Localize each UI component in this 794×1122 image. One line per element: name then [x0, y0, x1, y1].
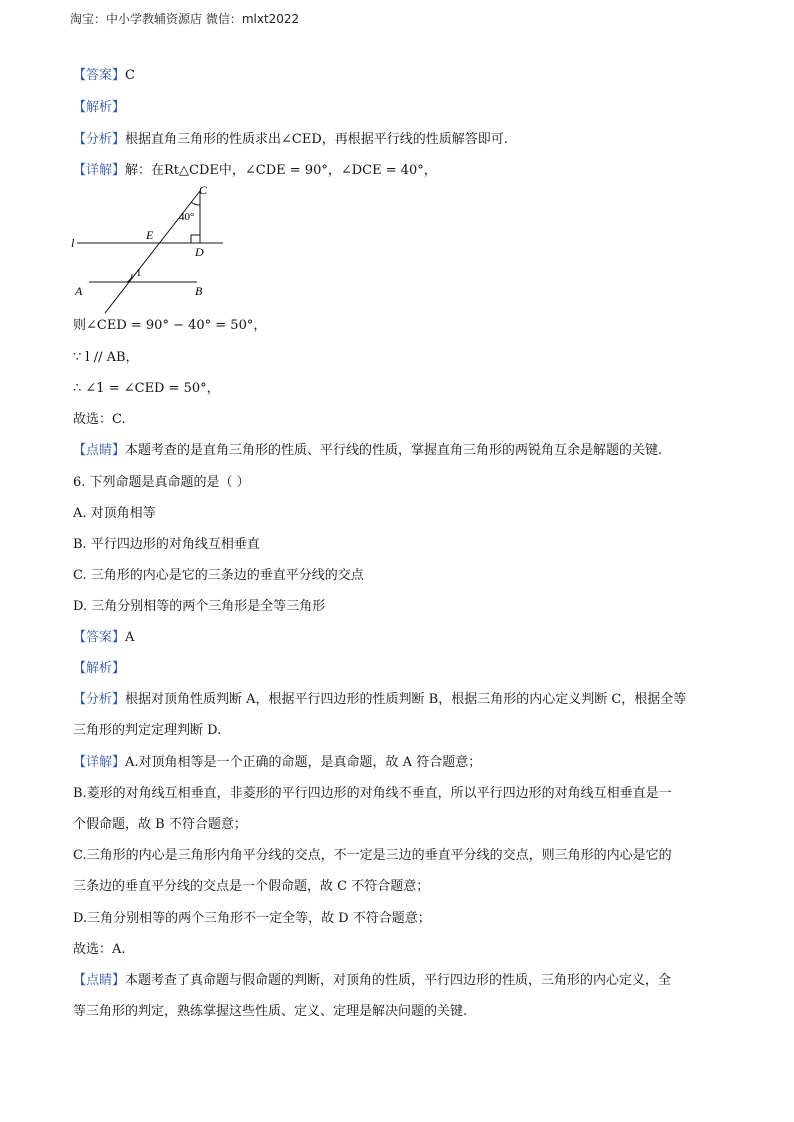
label-D: D: [195, 245, 204, 259]
q6-detail-b1: B.菱形的对角线互相垂直，非菱形的平行四边形的对角线不垂直，所以平行四边形的对角线互相垂直是一: [73, 786, 672, 801]
xiangjie-tag: 【详解】: [73, 163, 126, 178]
xiangjie-text: 解：在Rt△CDE中，∠CDE = 90°，∠DCE = 40°，: [125, 163, 437, 178]
q5-detail-line: [73, 163, 723, 179]
detail-a-text: A.对顶角相等是一个正确的命题，是真命题，故 A 符合题意；: [125, 755, 482, 770]
label-E: E: [146, 228, 154, 242]
answer-value: A: [125, 630, 135, 645]
dianjing-text: 本题考查的是直角三角形的性质、平行线的性质，掌握直角三角形的两锐角互余是解题的关键.: [125, 443, 663, 458]
q6-detail-a: [73, 755, 723, 771]
angle-40-arc: [191, 202, 200, 205]
q5-choose: 故选：C.: [73, 412, 126, 427]
q6-detail-b2: 个假命题，故 B 不符合题意；: [73, 817, 247, 832]
q6-option-a: A. 对顶角相等: [73, 506, 156, 521]
xiangjie-tag: 【详解】: [73, 755, 126, 770]
label-A: A: [75, 284, 83, 298]
angle-1-arc: [127, 274, 132, 282]
q6-stem: 6. 下列命题是真命题的是（ ）: [73, 475, 250, 490]
line-ce: [105, 191, 200, 313]
dianjing-tag: 【点睛】: [73, 443, 126, 458]
answer-value: C: [125, 68, 135, 83]
q6-analysis-line2: 三角形的判定定理判断 D.: [73, 723, 222, 738]
q5-step1: 则∠CED = 90° − 40° = 50°，: [73, 318, 267, 333]
label-C: C: [199, 183, 208, 197]
fenxi-text: 根据对顶角性质判断 A，根据平行四边形的性质判断 B，根据三角形的内心定义判断 C，根据全等: [125, 692, 687, 707]
q5-point-line: [73, 443, 723, 459]
q6-point-line1: [73, 973, 723, 989]
answer-tag: 【答案】: [73, 68, 126, 83]
q6-option-d: D. 三角分别相等的两个三角形是全等三角形: [73, 599, 326, 614]
fenxi-text: 根据直角三角形的性质求出∠CED，再根据平行线的性质解答即可.: [125, 132, 508, 147]
dianjing-tag: 【点睛】: [73, 973, 126, 988]
analysis-tag: 【解析】: [73, 100, 126, 115]
q5-analysis-line: [73, 132, 723, 148]
analysis-tag: 【解析】: [73, 661, 126, 676]
fenxi-tag: 【分析】: [73, 692, 126, 707]
q6-choose: 故选：A.: [73, 942, 126, 957]
q6-detail-c1: C.三角形的内心是三角形内角平分线的交点，不一定是三边的垂直平分线的交点，则三角形的内心是它的: [73, 848, 672, 863]
label-angle-40: 40°: [179, 211, 195, 223]
fenxi-tag: 【分析】: [73, 132, 126, 147]
q5-step3: ∴ ∠1 = ∠CED = 50°，: [73, 381, 220, 396]
q6-option-c: C. 三角形的内心是它的三条边的垂直平分线的交点: [73, 568, 364, 583]
q6-point-line2: 等三角形的判定，熟练掌握这些性质、定义、定理是解决问题的关键.: [73, 1004, 468, 1019]
q6-detail-d: D.三角分别相等的两个三角形不一定全等，故 D 不符合题意；: [73, 911, 431, 926]
label-B: B: [195, 284, 203, 298]
label-l: l: [71, 236, 75, 250]
page-header: 淘宝：中小学教辅资源店 微信：mlxt2022: [70, 12, 300, 26]
answer-tag: 【答案】: [73, 630, 126, 645]
q6-detail-c2: 三条边的垂直平分线的交点是一个假命题，故 C 不符合题意；: [73, 879, 430, 894]
q5-step2: ∵ l // AB，: [73, 350, 139, 365]
label-one: 1: [136, 267, 142, 279]
q5-answer-line: [73, 68, 723, 84]
q6-answer-line: [73, 630, 723, 646]
geometry-figure: [65, 183, 235, 313]
right-angle-mark: [191, 235, 200, 243]
dianjing-text: 本题考查了真命题与假命题的判断，对顶角的性质，平行四边形的性质，三角形的内心定义，全: [125, 973, 672, 988]
q6-option-b: B. 平行四边形的对角线互相垂直: [73, 537, 260, 552]
q6-analysis-line1: [73, 692, 723, 708]
